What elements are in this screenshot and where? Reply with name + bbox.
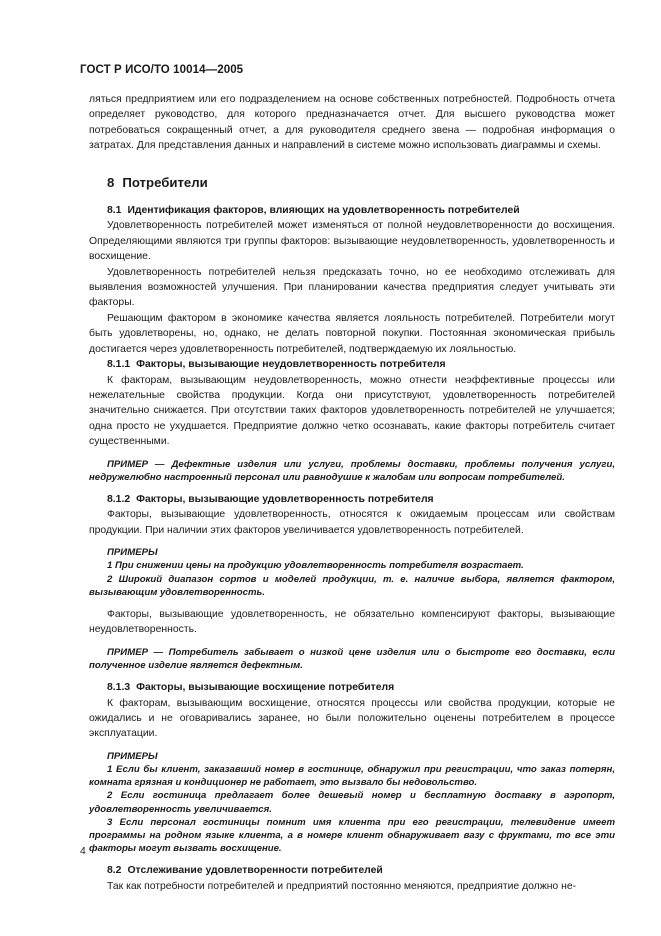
paragraph: Так как потребности потребителей и предприятий постоянно меняются, предприятие должно не- (107, 880, 577, 892)
example-note: ПРИМЕР — Дефектные изделия или услуги, проблемы доставки, проблемы получения услуги, недружелюбно настроенный персонал или равнодушие к жалобам или вопросам потребителей. (89, 458, 615, 483)
section-8-1-heading (89, 203, 615, 218)
intro-paragraph: ляться предприятием или его подразделением на основе собственных потребностей. Подробность отчета определяет руководство, для которого предназначается отчет. Для высшего руководства может потребоваться сокращенный отчет, а для руководителя среднего звена — подробная информация о затратах. Для представления данных и направлений в системе можно использовать диаграммы и схемы. (89, 94, 615, 152)
section-number: 8 (107, 174, 115, 190)
section-8-heading (89, 175, 615, 190)
section-number: 8.2 (107, 865, 122, 877)
section-8-1-2-heading (89, 492, 615, 507)
paragraph: Факторы, вызывающие удовлетворенность, не обязательно компенсируют факторы, вызывающие неудовлетворенность. (89, 608, 615, 636)
document-header: ГОСТ Р ИСО/ТО 10014—2005 (80, 64, 244, 76)
example-item: 2 Широкий диапазон сортов и моделей продукции, т. е. наличие выбора, является фактором, вызывающим удовлетворенность. (89, 573, 615, 598)
section-8-1-1-heading (89, 357, 615, 372)
section-number: 8.1.2 (107, 493, 131, 505)
example-item: 2 Если гостиница предлагает более дешевый номер и бесплатную доставку в аэропорт, удовлетворенность увеличивается. (89, 790, 615, 815)
section-number: 8.1 (107, 205, 122, 217)
example-note: ПРИМЕР — Потребитель забывает о низкой цене изделия или о быстроте его доставки, если полученное изделие является дефектным. (89, 646, 615, 671)
section-title: Факторы, вызывающие восхищение потребителя (136, 682, 395, 694)
paragraph: К факторам, вызывающим восхищение, относятся процессы или свойства продукции, которые не ожидались и не оговаривались заранее, но были положительно оценены потребителем в процессе эксплуатации. (89, 697, 615, 740)
example-item: 3 Если персонал гостиницы помнит имя клиента при его регистрации, телевидение имеет программы на родном языке клиента, а в номере клиент обнаруживает вазу с фруктами, то все эти факторы могут вызвать восхищение. (89, 816, 615, 855)
paragraph: Факторы, вызывающие удовлетворенность, относятся к ожидаемым процессам или свойствам продукции. При наличии этих факторов увеличивается удовлетворенность потребителей. (89, 509, 615, 536)
section-title: Потребители (122, 174, 208, 190)
section-title: Факторы, вызывающие неудовлетворенность потребителя (136, 359, 446, 371)
section-title: Факторы, вызывающие удовлетворенность потребителя (136, 493, 434, 505)
section-title: Идентификация факторов, влияющих на удовлетворенность потребителей (127, 205, 520, 217)
paragraph: Удовлетворенность потребителей может изменяться от полной неудовлетворенности до восхищения. Определяющими являются три группы факторов: вызывающие неудовлетворенность, удовлетворенность и восхищение. (89, 220, 615, 263)
main-content (89, 92, 615, 894)
example-item: 1 При снижении цены на продукцию удовлетворенность потребителя возрастает. (107, 560, 524, 572)
examples-label: ПРИМЕРЫ (107, 750, 158, 762)
page-number: 4 (80, 846, 86, 857)
section-number: 8.1.1 (107, 359, 131, 371)
section-8-2-heading (89, 863, 615, 878)
paragraph: Удовлетворенность потребителей нельзя предсказать точно, но ее необходимо отслеживать для выявления возможностей улучшения. При планировании качества предприятия следует учитывать эти факторы. (89, 266, 615, 309)
section-8-1-3-heading (89, 680, 615, 695)
paragraph: К факторам, вызывающим неудовлетворенность, можно отнести неэффективные процессы или нежелательные свойства продукции. Когда они присутствуют, удовлетворенность потребителей значительно снижается. При отсутствии таких факторов удовлетворенность потребителей не улучшается; одна просто не ухудшается. Предприятие должно четко осознавать, какие факторы потребитель считает существенными. (89, 374, 615, 448)
section-title: Отслеживание удовлетворенности потребителей (127, 865, 383, 877)
section-number: 8.1.3 (107, 682, 131, 694)
paragraph: Решающим фактором в экономике качества является лояльность потребителей. Потребители могут быть удовлетворены, но, однако, не делать повторной покупки. Постоянная экономическая прибыль достигается через удовлетворенность потребителей, подтверждаемую их лояльностью. (89, 312, 615, 355)
example-item: 1 Если бы клиент, заказавший номер в гостинице, обнаружил при регистрации, что заказ потерян, комната грязная и кондиционер не работает, это вызвало бы недовольство. (89, 764, 615, 789)
examples-label: ПРИМЕРЫ (107, 547, 158, 559)
